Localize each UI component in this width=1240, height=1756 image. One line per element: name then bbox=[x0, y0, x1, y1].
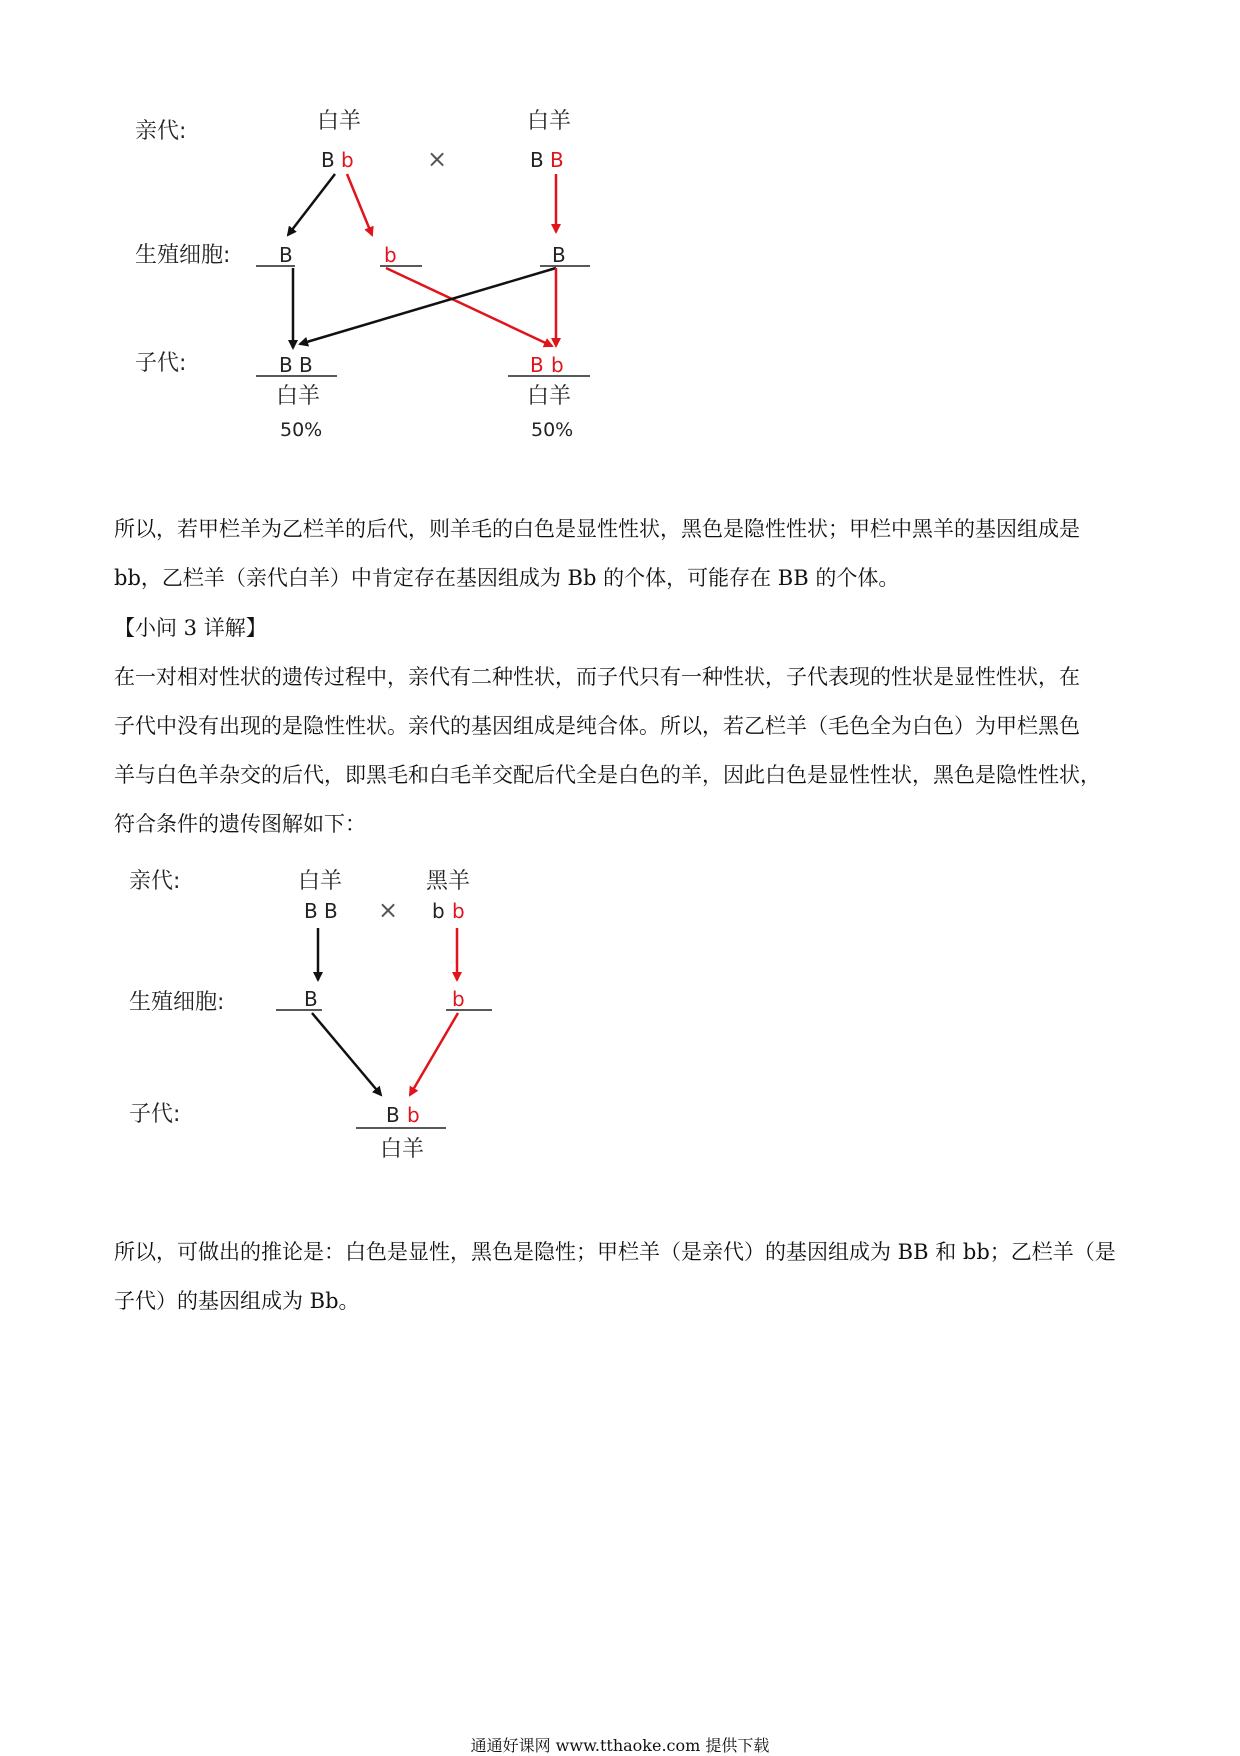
parent-generation-label: 亲代: bbox=[135, 119, 187, 144]
arrow-parent-B-to-gamete-B bbox=[288, 174, 335, 235]
paragraph-explanation-line-3: 羊与白色羊杂交的后代，即黑毛和白毛羊交配后代全是白色的羊，因此白色是显性性状，黑色是隐性性状， bbox=[114, 763, 1101, 787]
paragraph-conclusion-1-line-1: 所以，若甲栏羊为乙栏羊的后代，则羊毛的白色是显性性状，黑色是隐性性状；甲栏中黑羊的基因组成是 bbox=[114, 517, 1080, 541]
offspring-right-phenotype: 白羊 bbox=[527, 384, 572, 409]
gamete-label: 生殖细胞: bbox=[135, 243, 231, 268]
parent-left-allele-2: B bbox=[324, 899, 338, 923]
offspring-phenotype: 白羊 bbox=[380, 1137, 425, 1162]
gamete-2: b bbox=[384, 243, 397, 267]
arrow-parent-b-to-gamete-b bbox=[347, 174, 372, 235]
offspring-allele-2: b bbox=[407, 1103, 420, 1127]
offspring-left-allele-1: B bbox=[279, 353, 293, 377]
parent-left-allele-1: B bbox=[304, 899, 318, 923]
genetic-diagram-1 bbox=[0, 0, 700, 460]
parent-right-allele-2: b bbox=[452, 899, 465, 923]
offspring-generation-label: 子代: bbox=[135, 351, 187, 376]
parent-left-phenotype: 白羊 bbox=[298, 869, 343, 894]
offspring-right-allele-1: B bbox=[530, 353, 544, 377]
parent-generation-label: 亲代: bbox=[129, 869, 181, 894]
arrow-gamete-b-to-offspring bbox=[410, 1013, 458, 1095]
offspring-generation-label: 子代: bbox=[129, 1102, 181, 1127]
parent-left-allele-2: b bbox=[341, 148, 354, 172]
offspring-left-allele-2: B bbox=[299, 353, 313, 377]
paragraph-conclusion-2-line-1: 所以，可做出的推论是：白色是显性，黑色是隐性；甲栏羊（是亲代）的基因组成为 BB 和 bb；乙栏羊（是 bbox=[114, 1240, 1116, 1264]
gamete-label: 生殖细胞: bbox=[129, 990, 225, 1015]
arrow-gamete-B-to-offspring bbox=[312, 1013, 381, 1095]
paragraph-explanation-line-2: 子代中没有出现的是隐性性状。亲代的基因组成是纯合体。所以，若乙栏羊（毛色全为白色）为甲栏黑色 bbox=[114, 714, 1080, 738]
offspring-left-percent: 50% bbox=[280, 419, 323, 441]
gamete-1: B bbox=[279, 243, 293, 267]
parent-left-phenotype: 白羊 bbox=[317, 109, 362, 134]
offspring-right-percent: 50% bbox=[531, 419, 574, 441]
parent-left-allele-1: B bbox=[321, 148, 335, 172]
paragraph-conclusion-2-line-2: 子代）的基因组成为 Bb。 bbox=[114, 1289, 360, 1313]
arrow-gamete-B-to-offspring-BB-cross bbox=[300, 268, 556, 344]
cross-symbol: × bbox=[378, 896, 399, 924]
genetic-diagram-2 bbox=[0, 850, 600, 1180]
parent-right-allele-1: b bbox=[432, 899, 445, 923]
parent-right-phenotype: 黑羊 bbox=[426, 869, 471, 894]
parent-right-phenotype: 白羊 bbox=[527, 109, 572, 134]
gamete-1: B bbox=[304, 987, 318, 1011]
offspring-left-phenotype: 白羊 bbox=[276, 384, 321, 409]
paragraph-explanation-line-1: 在一对相对性状的遗传过程中，亲代有二种性状，而子代只有一种性状，子代表现的性状是显性性状，在 bbox=[114, 665, 1080, 689]
page-footer: 通通好课网 www.tthaoke.com 提供下载 bbox=[470, 1736, 770, 1755]
gamete-2: b bbox=[452, 987, 465, 1011]
offspring-right-allele-2: b bbox=[551, 353, 564, 377]
parent-right-allele-2: B bbox=[550, 148, 564, 172]
arrow-gamete-b-to-offspring-Bb bbox=[386, 268, 552, 346]
paragraph-conclusion-1-line-2: bb，乙栏羊（亲代白羊）中肯定存在基因组成为 Bb 的个体，可能存在 BB 的个体。 bbox=[114, 566, 900, 590]
paragraph-explanation-line-4: 符合条件的遗传图解如下： bbox=[114, 812, 366, 836]
offspring-allele-1: B bbox=[386, 1103, 400, 1127]
section-heading-question-3: 【小问 3 详解】 bbox=[114, 616, 267, 640]
gamete-3: B bbox=[552, 243, 566, 267]
parent-right-allele-1: B bbox=[530, 148, 544, 172]
cross-symbol: × bbox=[427, 145, 448, 173]
